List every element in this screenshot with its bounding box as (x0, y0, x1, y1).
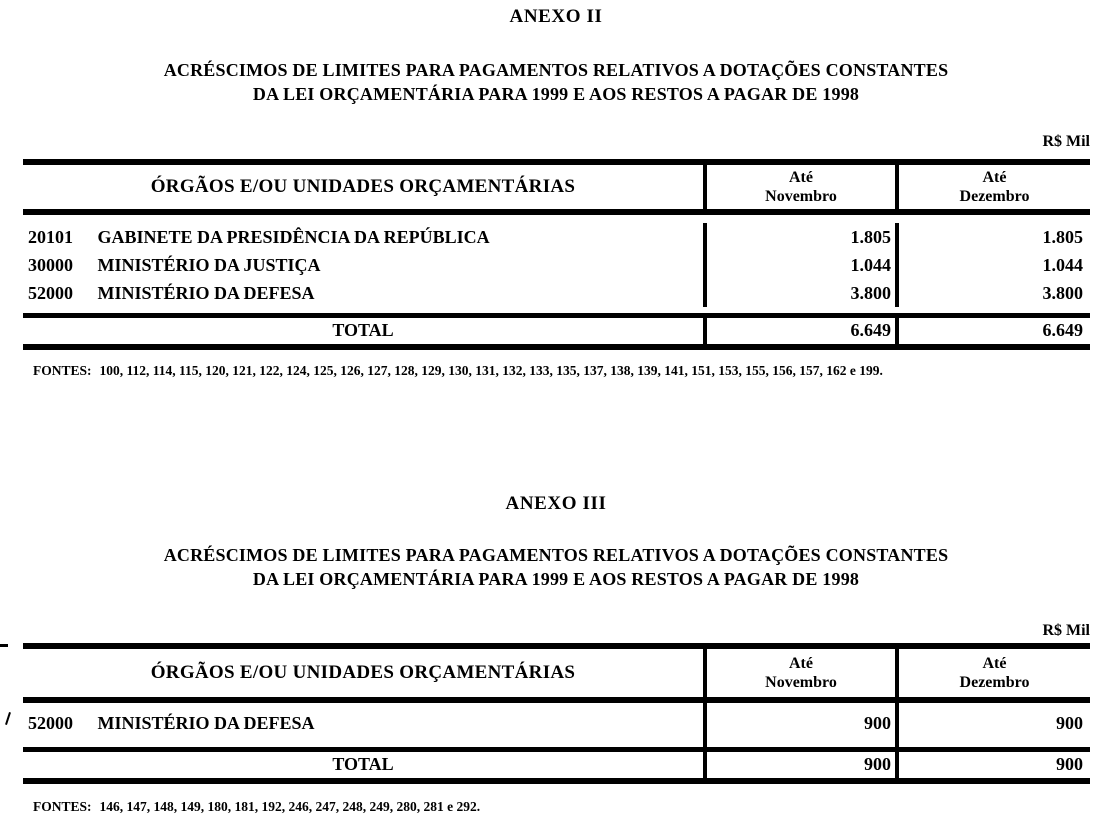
anexo3-header-ate-novembro: Até Novembro (703, 649, 895, 697)
anexo2-total-row (23, 313, 1090, 344)
anexo2-subtitle (0, 58, 1112, 106)
table-row (23, 703, 1090, 747)
org-code: 20101 (28, 227, 73, 247)
org-code: 52000 (28, 283, 73, 303)
anexo3-table-header (23, 649, 1090, 703)
anexo3-header-orgaos: ÓRGÃOS E/OU UNIDADES ORÇAMENTÁRIAS (150, 662, 576, 683)
anexo3-fontes (33, 799, 1108, 815)
anexo2-header-ate-dezembro: Até Dezembro (895, 165, 1090, 209)
value-novembro: 1.044 (703, 251, 895, 279)
anexo2-table-header (23, 165, 1090, 215)
total-dezembro: 6.649 (895, 318, 1090, 344)
scan-artifact-dash (0, 644, 8, 647)
org-code: 52000 (28, 713, 73, 733)
org-name: MINISTÉRIO DA DEFESA (97, 283, 315, 303)
org-name: MINISTÉRIO DA JUSTIÇA (97, 255, 321, 275)
anexo3-table-body (23, 703, 1090, 747)
total-novembro: 900 (703, 752, 895, 778)
anexo3-total-row (23, 747, 1090, 778)
total-novembro: 6.649 (703, 318, 895, 344)
table-row (23, 251, 1090, 279)
value-novembro: 900 (703, 703, 895, 747)
anexo2-title: ANEXO II (509, 6, 603, 27)
anexo2-table-body (23, 215, 1090, 313)
anexo2-header-ate-novembro: Até Novembro (703, 165, 895, 209)
table-row (23, 223, 1090, 251)
value-dezembro: 1.044 (895, 251, 1090, 279)
fontes-label: FONTES: (33, 363, 92, 378)
org-name: GABINETE DA PRESIDÊNCIA DA REPÚBLICA (97, 227, 490, 247)
anexo2-subtitle-line2: DA LEI ORÇAMENTÁRIA PARA 1999 E AOS RESTOS A PAGAR DE 1998 (252, 84, 860, 104)
table-row (23, 279, 1090, 307)
anexo3-subtitle-line2: DA LEI ORÇAMENTÁRIA PARA 1999 E AOS RESTOS A PAGAR DE 1998 (252, 569, 860, 589)
org-code: 30000 (28, 255, 73, 275)
anexo3-subtitle (0, 543, 1112, 591)
fontes-list: 146, 147, 148, 149, 180, 181, 192, 246, 247, 248, 249, 280, 281 e 292. (99, 799, 481, 814)
total-label: TOTAL (332, 320, 394, 340)
anexo2-subtitle-line1: ACRÉSCIMOS DE LIMITES PARA PAGAMENTOS RELATIVOS A DOTAÇÕES CONSTANTES (163, 60, 949, 80)
value-dezembro: 3.800 (895, 279, 1090, 307)
value-dezembro: 1.805 (895, 223, 1090, 251)
org-name: MINISTÉRIO DA DEFESA (97, 713, 315, 733)
anexo2-table (23, 159, 1090, 350)
scan-artifact-tick (5, 712, 11, 725)
anexo3-subtitle-line1: ACRÉSCIMOS DE LIMITES PARA PAGAMENTOS RELATIVOS A DOTAÇÕES CONSTANTES (163, 545, 949, 565)
anexo3-table (23, 643, 1090, 784)
anexo2-header-orgaos: ÓRGÃOS E/OU UNIDADES ORÇAMENTÁRIAS (150, 176, 576, 197)
anexo3-title: ANEXO III (505, 493, 607, 514)
total-dezembro: 900 (895, 752, 1090, 778)
fontes-label: FONTES: (33, 799, 92, 814)
anexo2-unit-label: R$ Mil (1042, 133, 1090, 150)
total-label: TOTAL (332, 754, 394, 774)
anexo3-unit-label: R$ Mil (1042, 622, 1090, 639)
anexo3-header-ate-dezembro: Até Dezembro (895, 649, 1090, 697)
value-novembro: 3.800 (703, 279, 895, 307)
anexo2-fontes (33, 363, 1108, 379)
value-novembro: 1.805 (703, 223, 895, 251)
value-dezembro: 900 (895, 703, 1090, 747)
fontes-list: 100, 112, 114, 115, 120, 121, 122, 124, 125, 126, 127, 128, 129, 130, 131, 132, 133, 135, 137, 138, 139, 141, 151, 153, 155, 156, 157, 162 e 199. (99, 363, 883, 378)
